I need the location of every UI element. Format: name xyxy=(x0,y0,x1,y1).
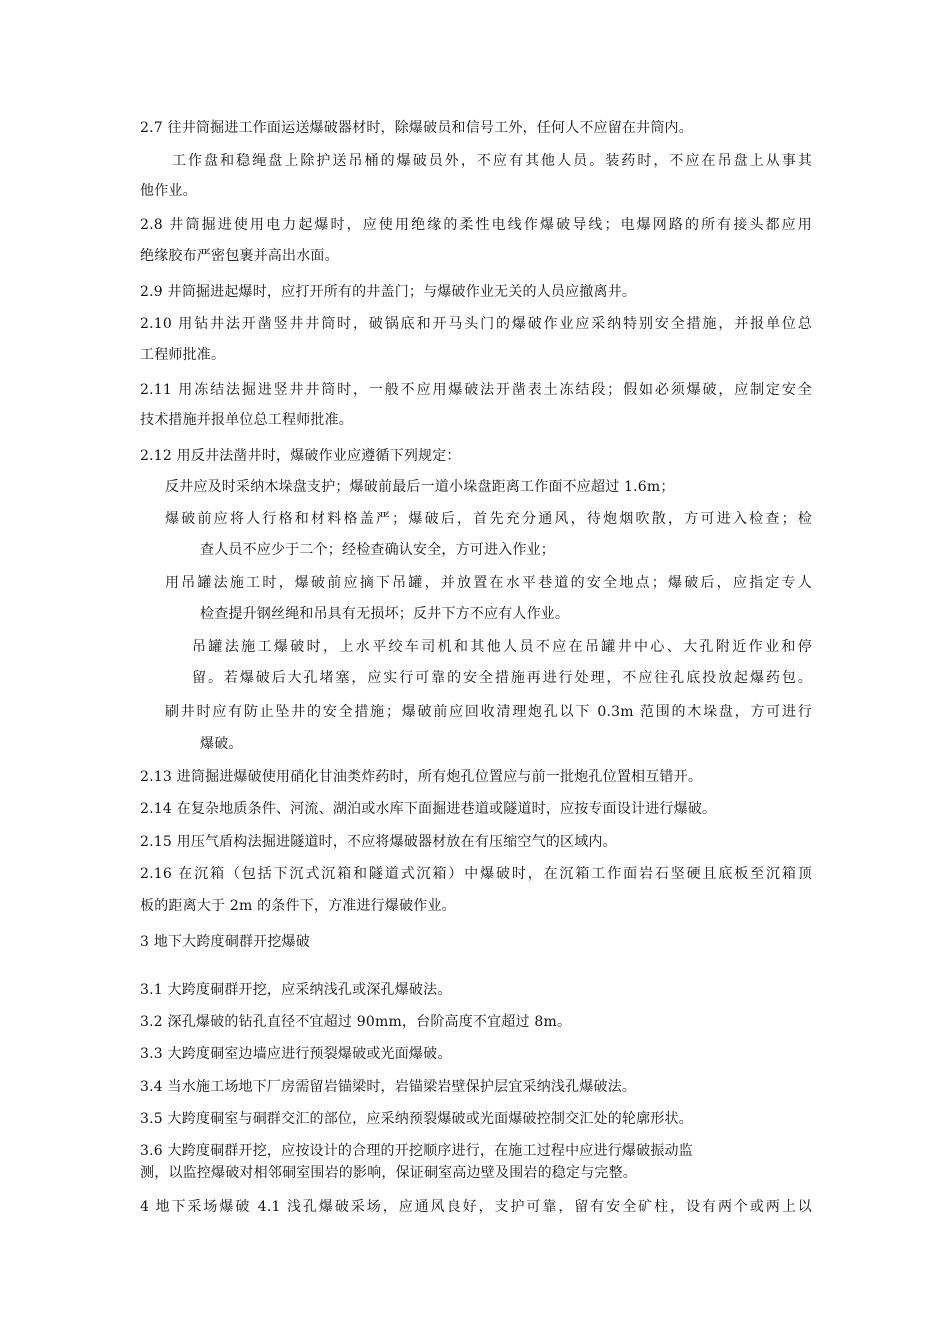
text-line-2-12-item-3: 用吊罐法施工时，爆破前应摘下吊罐，并放置在水平巷道的安全地点；爆破后，应指定专人 xyxy=(165,575,812,591)
text-line-2-12-item-5: 刷井时应有防止坠井的安全措施；爆破前应回收清理炮孔以下 0.3m 范围的木垛盘，方可进行 xyxy=(165,704,812,720)
text-line-2-10: 2.10 用钻井法开凿竖井井筒时，破锅底和开马头门的爆破作业应采纳特别安全措施，并报单位总 xyxy=(140,316,812,332)
text-line-3-6: 3.6 大跨度硐群开挖，应按设计的合理的开挖顺序进行，在施工过程中应进行爆破振动监 xyxy=(140,1143,693,1159)
text-line-2-8: 2.8 井筒掘进使用电力起爆时，应使用绝缘的柔性电线作爆破导线；电爆网路的所有接头都应用 xyxy=(140,217,812,233)
text-line-2-11-cont: 技术措施并报单位总工程师批准。 xyxy=(140,412,353,428)
text-line-2-12-item-5-cont: 爆破。 xyxy=(200,736,243,752)
text-line-3-1: 3.1 大跨度硐群开挖，应采纳浅孔或深孔爆破法。 xyxy=(140,982,452,998)
text-line-3-6-cont: 测，以监控爆破对相邻硐室围岩的影响，保证硐室高边壁及围岩的稳定与完整。 xyxy=(140,1165,637,1181)
text-line-3-5: 3.5 大跨度硐室与硐群交汇的部位，应采纳预裂爆破或光面爆破控制交汇处的轮廓形状。 xyxy=(140,1111,693,1127)
text-line-2-9: 2.9 井筒掘进起爆时，应打开所有的井盖门；与爆破作业无关的人员应撤离井。 xyxy=(140,284,637,300)
text-line-2-7: 2.7 往井筒掘进工作面运送爆破器材时，除爆破员和信号工外，任何人不应留在井筒内。 xyxy=(140,120,693,136)
text-line-2-13: 2.13 进筒掘进爆破使用硝化甘油类炸药时，所有炮孔位置应与前一批炮孔位置相互错开。 xyxy=(140,769,703,785)
text-line-3-4: 3.4 当水施工场地下厂房需留岩锚梁时，岩锚梁岩壁保护层宜采纳浅孔爆破法。 xyxy=(140,1079,637,1095)
section-heading-3: 3 地下大跨度硐群开挖爆破 xyxy=(140,934,310,950)
text-line-2-16-cont: 板的距离大于 2m 的条件下，方准进行爆破作业。 xyxy=(140,898,456,914)
text-line-2-15: 2.15 用压气盾构法掘进隧道时，不应将爆破器材放在有压缩空气的区域内。 xyxy=(140,834,617,850)
text-line-2-12-item-3-cont: 检查提升钢丝绳和吊具有无损坏；反井下方不应有人作业。 xyxy=(200,606,570,622)
text-line-2-8-cont: 绝缘胶布严密包裹并高出水面。 xyxy=(140,248,339,264)
text-line-2-12-item-2: 爆破前应将人行格和材料格盖严；爆破后，首先充分通风，待炮烟吹散，方可进入检查；检 xyxy=(165,511,812,527)
text-line-2-16: 2.16 在沉箱（包括下沉式沉箱和隧道式沉箱）中爆破时，在沉箱工作面岩石坚硬且底板至沉箱顶 xyxy=(140,866,812,882)
text-line-2-12: 2.12 用反井法凿井时，爆破作业应遵循下列规定： xyxy=(140,448,461,464)
text-line-3-2: 3.2 深孔爆破的钻孔直径不宜超过 90mm，台阶高度不宜超过 8m。 xyxy=(140,1014,572,1030)
text-line-2-7-cont-1: 工作盘和稳绳盘上除护送吊桶的爆破员外，不应有其他人员。装药时，不应在吊盘上从事其 xyxy=(172,153,812,169)
text-line-2-10-cont: 工程师批准。 xyxy=(140,347,226,363)
text-line-2-12-item-4: 吊罐法施工爆破时，上水平绞车司机和其他人员不应在吊罐井中心、大孔附近作业和停 xyxy=(192,639,812,655)
text-line-3-3: 3.3 大跨度硐室边墙应进行预裂爆破或光面爆破。 xyxy=(140,1046,452,1062)
text-line-2-12-item-1: 反井应及时采纳木垛盘支护；爆破前最后一道小垛盘距离工作面不应超过 1.6m； xyxy=(165,479,675,495)
text-line-4: 4 地下采场爆破 4.1 浅孔爆破采场，应通风良好，支护可靠，留有安全矿柱，设有两个或两上以 xyxy=(140,1199,812,1215)
text-line-2-12-item-2-cont: 查人员不应少于二个；经检查确认安全，方可进入作业； xyxy=(200,542,555,558)
text-line-2-12-item-4-cont: 留。若爆破后大孔堵塞，应实行可靠的安全措施再进行处理，不应往孔底投放起爆药包。 xyxy=(192,670,812,686)
text-line-2-14: 2.14 在复杂地质条件、河流、湖泊或水库下面掘进巷道或隧道时，应按专面设计进行爆破。 xyxy=(140,801,717,817)
text-line-2-11: 2.11 用冻结法掘进竖井井筒时，一般不应用爆破法开凿表土冻结段；假如必须爆破，应制定安全 xyxy=(140,382,812,398)
text-line-2-7-cont-2: 他作业。 xyxy=(140,183,197,199)
